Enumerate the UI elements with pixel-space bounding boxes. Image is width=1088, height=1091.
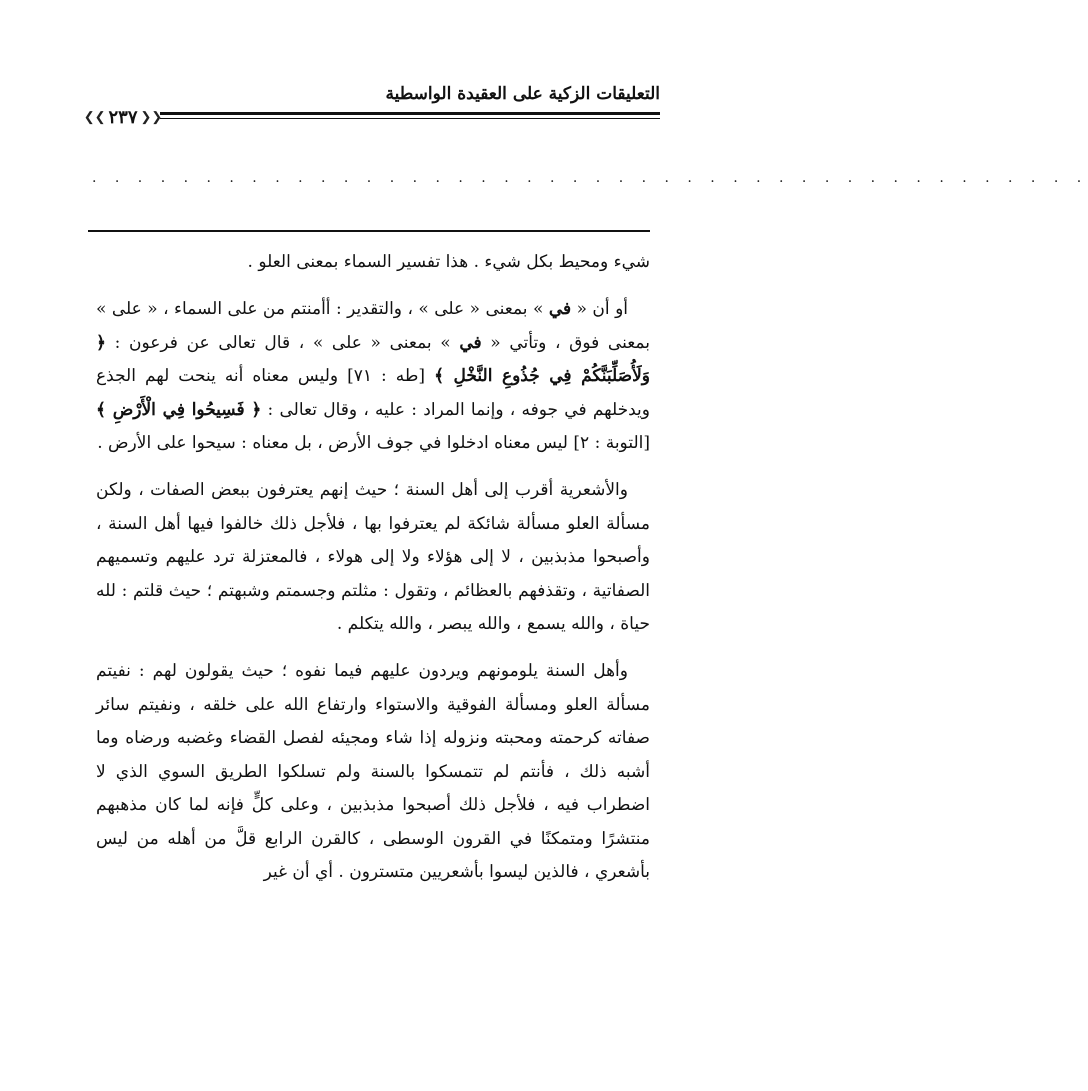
main-text (96, 246, 650, 903)
text-segment: » بمعنى « على » ، قال تعالى عن فرعون : (105, 332, 460, 353)
quran-verse: ﴿ فَسِيحُوا فِي الْأَرْضِ ﴾ (96, 399, 262, 420)
text-segment: [التوبة : ٢] ليس معناه ادخلوا في جوف الأرض ، بل معناه : سيحوا على الأرض . (97, 433, 650, 454)
ornament-left-icon: ❮❮ (83, 109, 106, 125)
header-rule-thick (160, 112, 660, 115)
text-segment: » بمعنى « على » ، والتقدير : أأمنتم من على السماء ، « على » بمعنى فوق ، وتأتي « (96, 299, 650, 353)
header-rule-thin (160, 118, 660, 119)
page-header (83, 80, 660, 136)
page-number-ornament (83, 102, 163, 132)
footnote-separator (88, 230, 650, 232)
emphasized-word: في (459, 332, 482, 353)
emphasized-word: في (548, 299, 572, 320)
book-title: التعليقات الزكية على العقيدة الواسطية (385, 84, 660, 104)
ornament-right-icon: ❯❯ (140, 109, 163, 125)
paragraph-2 (96, 293, 650, 460)
dotted-line: . . . . . . . . . . . . . . . . . . . . . . . . . . . . . . . . . . . . . . . . . . . . (92, 170, 1088, 186)
paragraph-3: والأشعرية أقرب إلى أهل السنة ؛ حيث إنهم يعترفون ببعض الصفات ، ولكن مسألة العلو مسألة شائكة لم يعترفوا بها ، فلأجل ذلك خالفوا فيها أهل السنة ، وأصبحوا مذبذبين ، لا إلى هؤلاء ولا إلى هولاء ، فالمعتزلة ترد عليهم وتسميهم الصفاتية ، وتقذفهم بالعظائم ، وتقول : مثلتم وجسمتم وشبهتم ؛ حيث قلتم : لله حياة ، والله يسمع ، والله يبصر ، والله يتكلم . (96, 480, 650, 635)
text-segment: أو أن « (571, 299, 628, 320)
quran-verse: ﴿ وَلَأُصَلِّبَنَّكُمْ فِي جُذُوعِ النَّخْلِ ﴾ (96, 332, 651, 387)
paragraph-1: شيء ومحيط بكل شيء . هذا تفسير السماء بمعنى العلو . (247, 252, 650, 272)
text-segment: [طه : ٧١] وليس معناه أنه ينحت لهم الجذع ويدخلهم في جوفه ، وإنما المراد : عليه ، وقال تعالى : (96, 366, 650, 420)
paragraph-4: وأهل السنة يلومونهم ويردون عليهم فيما نفوه ؛ حيث يقولون لهم : نفيتم مسألة العلو ومسألة الفوقية والاستواء وارتفاع الله على خلقه ، ونفيتم سائر صفاته كرحمته ومحبته ونزوله إذا شاء ومجيئه لفصل القضاء وغضبه ورضاه وما أشبه ذلك ، فأنتم لم تتمسكوا بالسنة ولم تسلكوا الطريق السوي الذي لا اضطراب فيه ، فلأجل ذلك أصبحوا مذبذبين ، وعلى كلٍّ فإنه لما كان مذهبهم منتشرًا ومتمكنًا في القرون الوسطى ، كالقرن الرابع قلَّ من أهله من ليس بأشعري ، فالذين ليسوا بأشعريين متسترون . أي أن غير (96, 661, 650, 882)
page-number: ٢٣٧ (108, 106, 138, 128)
